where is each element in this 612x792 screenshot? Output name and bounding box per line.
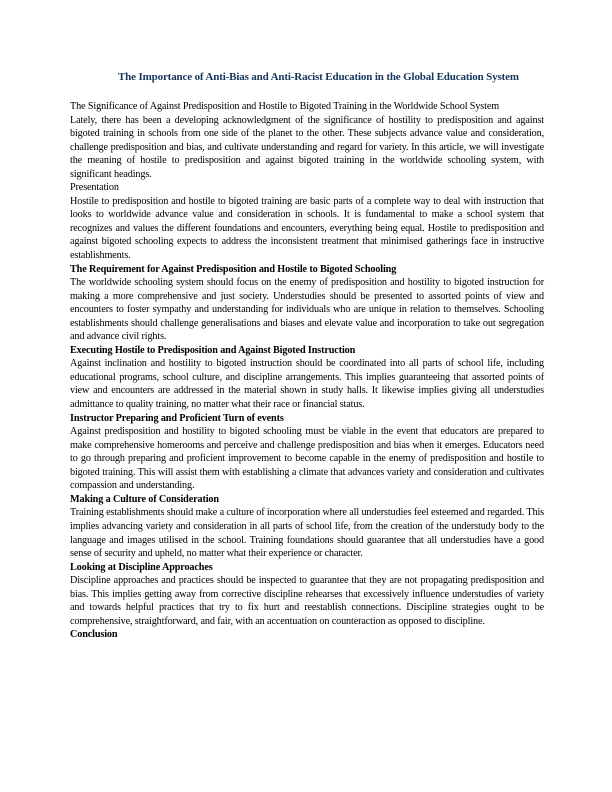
paragraph-presentation: Hostile to predisposition and hostile to bigoted training are basic parts of a complete way to deal with instruction that looks to worldwide advance value and consideration in schools. It is fundamental to make a school system that recognizes and values the different foundations and encounters, everything being equal. Hostile to predisposition and against bigoted schooling expects to address the inconsistent treatment that minimised gatherings face in instructive establishments. [70,195,544,262]
section-heading-requirement: The Requirement for Against Predisposition and Hostile to Bigoted Schooling [70,263,397,275]
section-heading-culture: Making a Culture of Consideration [70,493,219,505]
paragraph-discipline: Discipline approaches and practices should be inspected to guarantee that they are not propagating predisposition and bias. This implies getting away from corrective discipline rehearses that excessively influence understudies of variety and towards helpful practices that try to fix hurt and reestablish connections. Discipline strategies ought to be comprehensive, straightforward, and fair, with an accentuation on counteraction as opposed to discipline. [70,575,544,627]
paragraph-instructor-training: Against predisposition and hostility to bigoted schooling must be viable in the event that educators are prepared to make comprehensive homerooms and perceive and challenge predisposition and bias when it emerges. Educators need to go through preparing and proficient improvement to become capable in the enemy of predisposition and hostile to bigoted training. This will assist them with establishing a climate that advances variety and consideration and cultivates compassion and understanding. [70,426,544,492]
section-heading-instructor-training: Instructor Preparing and Proficient Turn of events [70,412,284,424]
paragraph-introduction: Lately, there has been a developing acknowledgment of the significance of hostility to predisposition and against bigoted training in schools from one side of the planet to the other. These subjects advance value and consideration, challenge predisposition and bias, and cultivate understanding and regard for variety. In this article, we will investigate the meaning of hostile to predisposition and against bigoted training in the worldwide schooling system, with significant headings. [70,114,544,180]
section-heading-presentation: Presentation [70,182,119,194]
document-subtitle: The Significance of Against Predisposition and Hostile to Bigoted Training in the Worldwide School System [70,101,500,112]
paragraph-culture: Training establishments should make a culture of incorporation where all understudies feel esteemed and regarded. This implies advancing variety and consideration in all parts of school life, from the creation of the understudy body to the language and images utilised in the school. Training foundations should guarantee that all understudies have a good sense of security and upheld, no matter what their experience or character. [70,507,544,560]
document-content [70,70,544,642]
section-heading-executing: Executing Hostile to Predisposition and Against Bigoted Instruction [70,344,356,356]
section-heading-discipline: Looking at Discipline Approaches [70,561,213,573]
section-heading-conclusion: Conclusion [70,629,118,641]
document-title: The Importance of Anti-Bias and Anti-Racist Education in the Global Education System [118,71,519,83]
paragraph-requirement: The worldwide schooling system should focus on the enemy of predisposition and hostility to bigoted instruction for making a more comprehensive and just society. Understudies should be presented to assorted points of view and encounters to foster sympathy and understanding for individuals who are unique in relation to themselves. Schooling establishments should challenge generalisations and biases and elevate value and incorporation to take out segregation and advance civil rights. [70,277,544,343]
paragraph-executing: Against inclination and hostility to bigoted instruction should be coordinated into all parts of school life, including educational programs, school culture, and discipline arrangements. This implies guaranteeing that assorted points of view and encounters are addressed in the material shown in study halls. It likewise implies giving all understudies admittance to quality training, no matter what their race or financial status. [70,358,544,411]
